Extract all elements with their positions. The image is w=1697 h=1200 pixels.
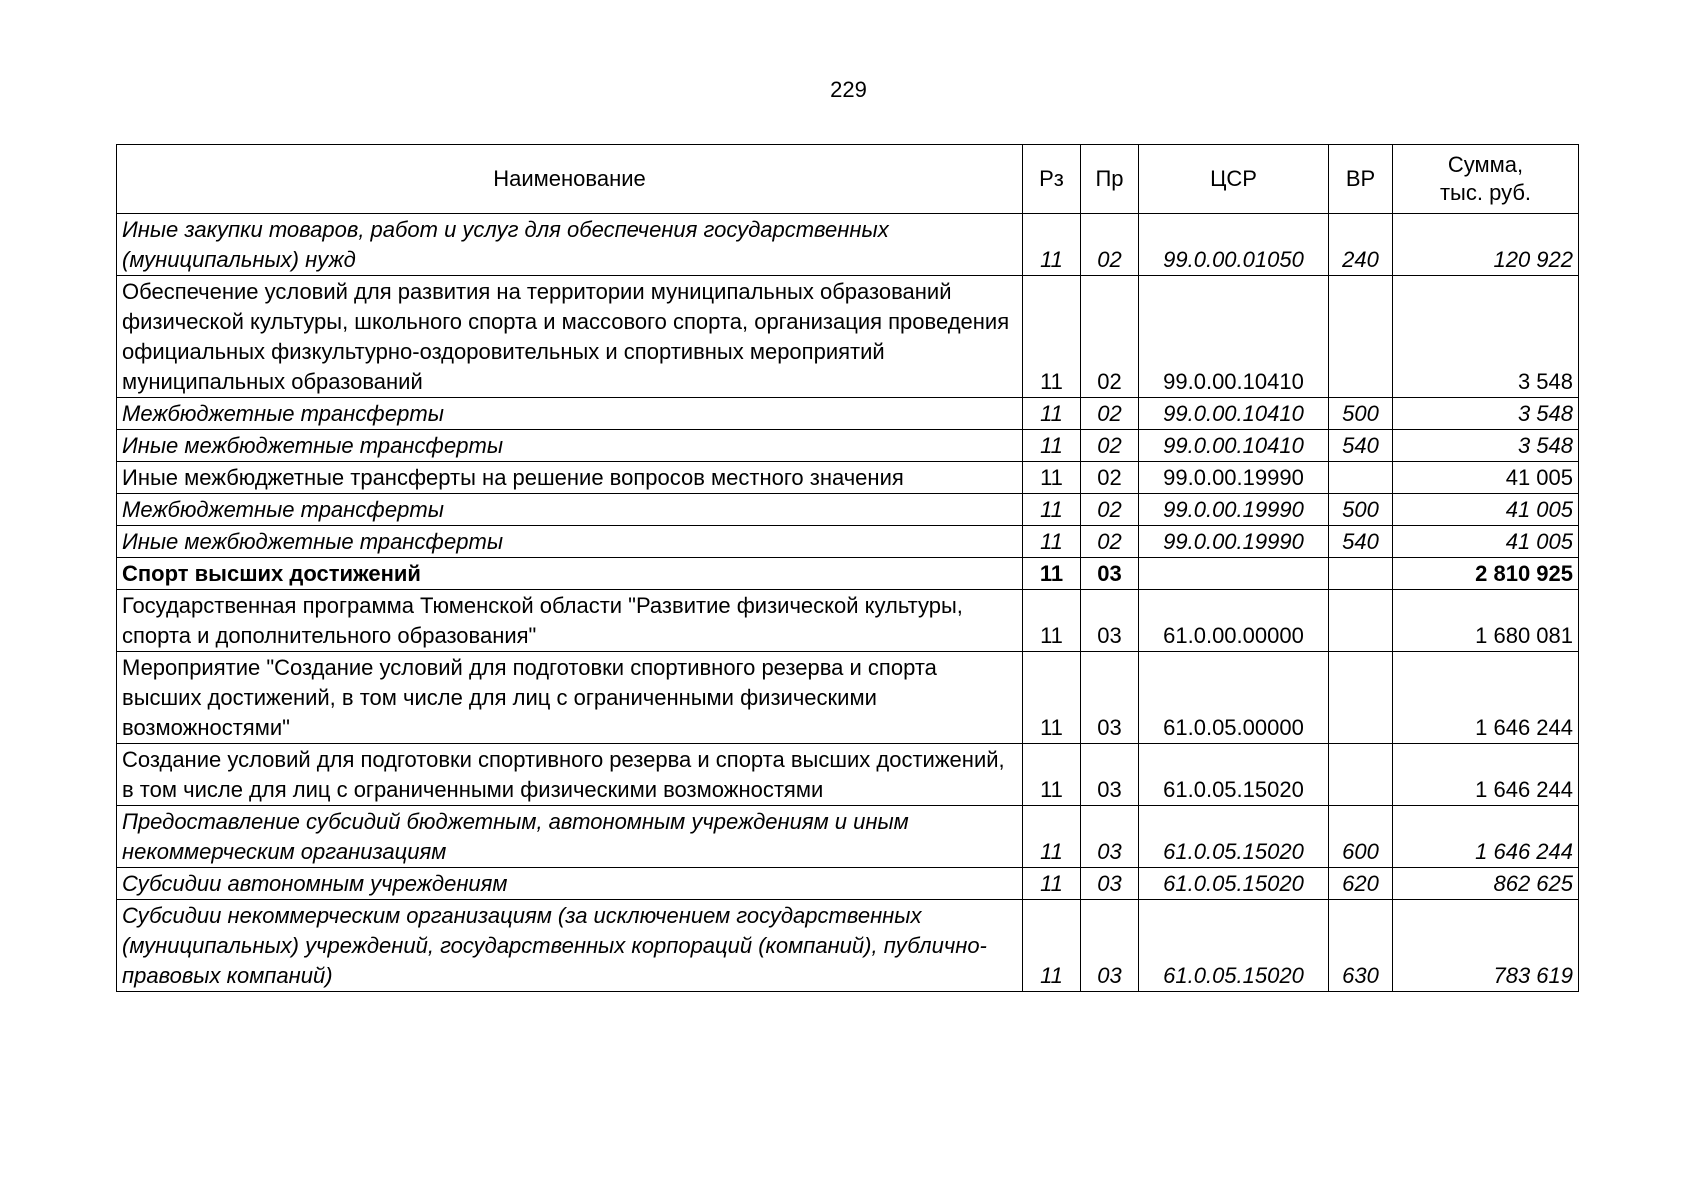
header-name: Наименование	[117, 145, 1023, 214]
cell-pr: 02	[1081, 494, 1139, 526]
cell-sum: 783 619	[1393, 900, 1579, 992]
cell-name: Государственная программа Тюменской области "Развитие физической культуры, спорта и дополнительного образования"	[117, 590, 1023, 652]
cell-csr: 99.0.00.19990	[1139, 526, 1329, 558]
table-row	[117, 430, 1579, 462]
table-row	[117, 744, 1579, 806]
cell-vr: 500	[1329, 398, 1393, 430]
cell-rz: 11	[1023, 398, 1081, 430]
cell-rz: 11	[1023, 868, 1081, 900]
table-row	[117, 462, 1579, 494]
cell-rz: 11	[1023, 652, 1081, 744]
cell-rz: 11	[1023, 806, 1081, 868]
cell-name: Иные межбюджетные трансферты на решение вопросов местного значения	[117, 462, 1023, 494]
cell-name: Обеспечение условий для развития на территории муниципальных образований физической культуры, школьного спорта и массового спорта, организация проведения официальных физкультурно-оздоровительных и спортивных мероприятий муниципальных образований	[117, 276, 1023, 398]
cell-vr: 600	[1329, 806, 1393, 868]
cell-csr: 61.0.00.00000	[1139, 590, 1329, 652]
cell-rz: 11	[1023, 744, 1081, 806]
cell-name: Спорт высших достижений	[117, 558, 1023, 590]
cell-pr: 02	[1081, 398, 1139, 430]
cell-csr: 99.0.00.01050	[1139, 214, 1329, 276]
cell-name: Субсидии автономным учреждениям	[117, 868, 1023, 900]
cell-name: Иные межбюджетные трансферты	[117, 526, 1023, 558]
cell-vr: 500	[1329, 494, 1393, 526]
cell-sum: 862 625	[1393, 868, 1579, 900]
cell-name: Мероприятие "Создание условий для подготовки спортивного резерва и спорта высших достижений, в том числе для лиц с ограниченными физическими возможностями"	[117, 652, 1023, 744]
cell-sum: 1 646 244	[1393, 652, 1579, 744]
header-sum	[1393, 145, 1579, 214]
cell-rz: 11	[1023, 276, 1081, 398]
cell-rz: 11	[1023, 900, 1081, 992]
cell-name: Иные межбюджетные трансферты	[117, 430, 1023, 462]
table-row	[117, 526, 1579, 558]
cell-vr: 240	[1329, 214, 1393, 276]
cell-vr	[1329, 652, 1393, 744]
cell-sum: 41 005	[1393, 462, 1579, 494]
header-sum-line1: Сумма,	[1447, 152, 1524, 177]
cell-csr: 99.0.00.10410	[1139, 276, 1329, 398]
table-row	[117, 652, 1579, 744]
cell-sum: 1 646 244	[1393, 744, 1579, 806]
table-row	[117, 558, 1579, 590]
cell-rz: 11	[1023, 526, 1081, 558]
cell-csr: 99.0.00.10410	[1139, 430, 1329, 462]
budget-table	[116, 144, 1579, 992]
table-row	[117, 276, 1579, 398]
cell-name: Межбюджетные трансферты	[117, 398, 1023, 430]
header-vr: ВР	[1329, 145, 1393, 214]
cell-sum: 1 646 244	[1393, 806, 1579, 868]
cell-pr: 03	[1081, 590, 1139, 652]
cell-csr: 99.0.00.19990	[1139, 462, 1329, 494]
table-body	[117, 214, 1579, 992]
cell-sum: 41 005	[1393, 494, 1579, 526]
table-row	[117, 494, 1579, 526]
cell-name: Иные закупки товаров, работ и услуг для обеспечения государственных (муниципальных) нужд	[117, 214, 1023, 276]
cell-vr: 620	[1329, 868, 1393, 900]
cell-sum: 1 680 081	[1393, 590, 1579, 652]
cell-csr: 61.0.05.15020	[1139, 900, 1329, 992]
cell-rz: 11	[1023, 214, 1081, 276]
header-csr: ЦСР	[1139, 145, 1329, 214]
cell-rz: 11	[1023, 462, 1081, 494]
cell-csr: 61.0.05.15020	[1139, 744, 1329, 806]
cell-csr: 61.0.05.00000	[1139, 652, 1329, 744]
cell-name: Субсидии некоммерческим организациям (за исключением государственных (муниципальных) учреждений, государственных корпораций (компаний), публично-правовых компаний)	[117, 900, 1023, 992]
cell-rz: 11	[1023, 558, 1081, 590]
cell-name: Межбюджетные трансферты	[117, 494, 1023, 526]
cell-vr: 540	[1329, 430, 1393, 462]
cell-pr: 03	[1081, 900, 1139, 992]
table-row	[117, 900, 1579, 992]
cell-sum: 3 548	[1393, 276, 1579, 398]
cell-vr	[1329, 276, 1393, 398]
cell-pr: 02	[1081, 462, 1139, 494]
cell-pr: 02	[1081, 526, 1139, 558]
header-sum-line2: тыс. руб.	[1439, 180, 1532, 205]
cell-vr: 540	[1329, 526, 1393, 558]
cell-pr: 03	[1081, 806, 1139, 868]
cell-pr: 03	[1081, 744, 1139, 806]
cell-rz: 11	[1023, 494, 1081, 526]
cell-sum: 120 922	[1393, 214, 1579, 276]
page-number: 229	[830, 77, 867, 102]
cell-vr: 630	[1329, 900, 1393, 992]
cell-pr: 03	[1081, 652, 1139, 744]
cell-csr: 61.0.05.15020	[1139, 806, 1329, 868]
cell-pr: 02	[1081, 214, 1139, 276]
cell-sum: 3 548	[1393, 398, 1579, 430]
table-row	[117, 590, 1579, 652]
table-row	[117, 214, 1579, 276]
table-row	[117, 806, 1579, 868]
table-row	[117, 398, 1579, 430]
table-row	[117, 868, 1579, 900]
cell-pr: 02	[1081, 430, 1139, 462]
cell-sum: 41 005	[1393, 526, 1579, 558]
table-header-row	[117, 145, 1579, 214]
cell-csr: 99.0.00.10410	[1139, 398, 1329, 430]
cell-rz: 11	[1023, 590, 1081, 652]
cell-pr: 03	[1081, 868, 1139, 900]
cell-name: Предоставление субсидий бюджетным, автономным учреждениям и иным некоммерческим организациям	[117, 806, 1023, 868]
cell-vr	[1329, 462, 1393, 494]
cell-rz: 11	[1023, 430, 1081, 462]
cell-vr	[1329, 590, 1393, 652]
header-pr: Пр	[1081, 145, 1139, 214]
cell-sum: 3 548	[1393, 430, 1579, 462]
cell-vr	[1329, 744, 1393, 806]
cell-name: Создание условий для подготовки спортивного резерва и спорта высших достижений, в том числе для лиц с ограниченными физическими возможностями	[117, 744, 1023, 806]
cell-csr: 99.0.00.19990	[1139, 494, 1329, 526]
cell-sum: 2 810 925	[1393, 558, 1579, 590]
cell-pr: 03	[1081, 558, 1139, 590]
cell-vr	[1329, 558, 1393, 590]
header-rz: Рз	[1023, 145, 1081, 214]
cell-pr: 02	[1081, 276, 1139, 398]
cell-csr: 61.0.05.15020	[1139, 868, 1329, 900]
cell-csr	[1139, 558, 1329, 590]
